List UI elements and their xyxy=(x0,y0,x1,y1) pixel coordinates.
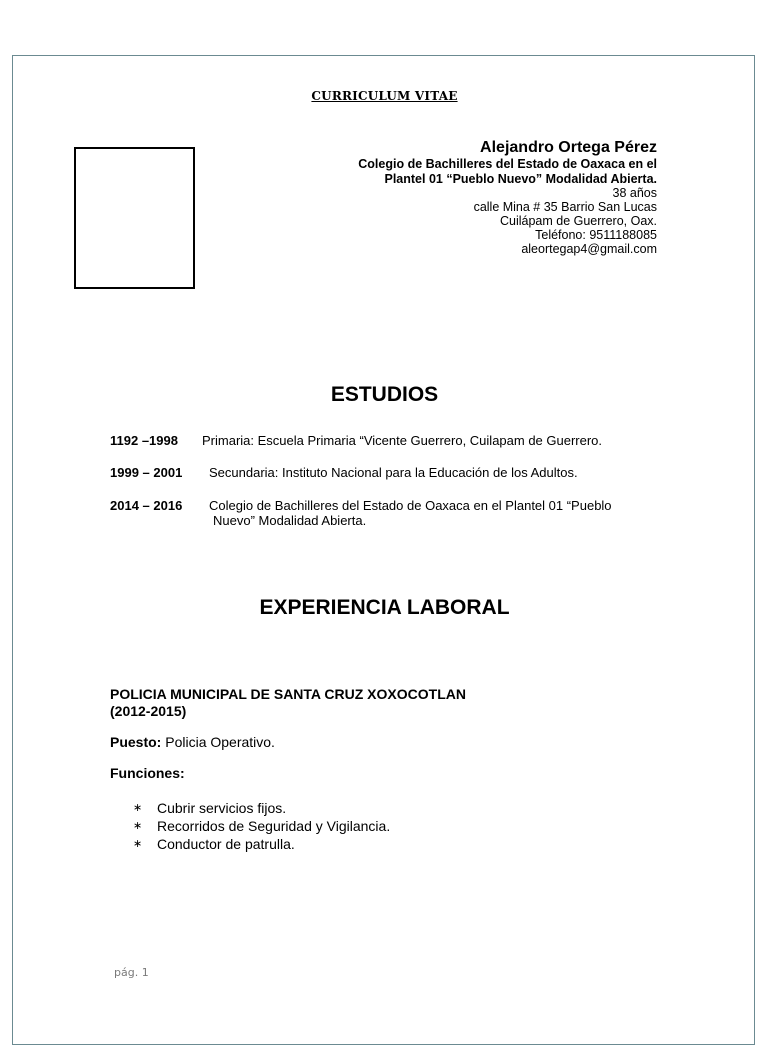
employment-period: (2012-2015) xyxy=(110,703,187,719)
bullet-icon: ∗ xyxy=(133,838,143,850)
study-item xyxy=(110,498,670,530)
candidate-name: Alejandro Ortega Pérez xyxy=(480,139,657,156)
function-text: Recorridos de Seguridad y Vigilancia. xyxy=(157,818,391,834)
list-item xyxy=(133,835,390,853)
school-line-1: Colegio de Bachilleres del Estado de Oaxaca en el xyxy=(358,157,657,171)
estudios-heading: ESTUDIOS xyxy=(330,383,439,406)
study-text: Primaria: Escuela Primaria “Vicente Guerrero, Cuilapam de Guerrero. xyxy=(202,433,603,448)
list-item xyxy=(133,799,390,817)
functions-list xyxy=(133,799,390,853)
employer xyxy=(110,686,466,720)
age: 38 años xyxy=(612,186,657,200)
bullet-icon: ∗ xyxy=(133,820,143,832)
document-page xyxy=(12,55,755,1045)
phone: Teléfono: 9511188085 xyxy=(535,228,657,242)
email: aleortegap4@gmail.com xyxy=(521,242,657,256)
functions-label: Funciones: xyxy=(110,765,185,781)
page-number: pág. 1 xyxy=(114,966,149,979)
function-text: Cubrir servicios fijos. xyxy=(157,800,287,816)
photo-placeholder xyxy=(74,147,195,289)
list-item xyxy=(133,817,390,835)
position-label: Puesto: xyxy=(110,734,162,750)
study-text: Secundaria: Instituto Nacional para la Educación de los Adultos. xyxy=(209,465,578,480)
study-text-continued: Nuevo” Modalidad Abierta. xyxy=(213,513,367,528)
contact-header xyxy=(257,138,657,256)
bullet-icon: ∗ xyxy=(133,802,143,814)
study-years: 1192 –1998 xyxy=(110,433,178,448)
address-line-2: Cuilápam de Guerrero, Oax. xyxy=(499,214,657,228)
study-years: 1999 – 2001 xyxy=(110,465,183,480)
study-years: 2014 – 2016 xyxy=(110,498,183,513)
address-line-1: calle Mina # 35 Barrio San Lucas xyxy=(473,200,657,214)
position xyxy=(110,734,275,750)
employer-name: POLICIA MUNICIPAL DE SANTA CRUZ XOXOCOTLAN xyxy=(110,686,466,702)
study-text: Colegio de Bachilleres del Estado de Oaxaca en el Plantel 01 “Pueblo xyxy=(209,498,612,513)
experiencia-heading: EXPERIENCIA LABORAL xyxy=(259,596,510,619)
school-line-2: Plantel 01 “Pueblo Nuevo” Modalidad Abierta. xyxy=(384,171,657,186)
position-value: Policia Operativo. xyxy=(161,734,275,750)
function-text: Conductor de patrulla. xyxy=(157,836,295,852)
document-title: CURRICULUM VITAE xyxy=(311,89,458,103)
